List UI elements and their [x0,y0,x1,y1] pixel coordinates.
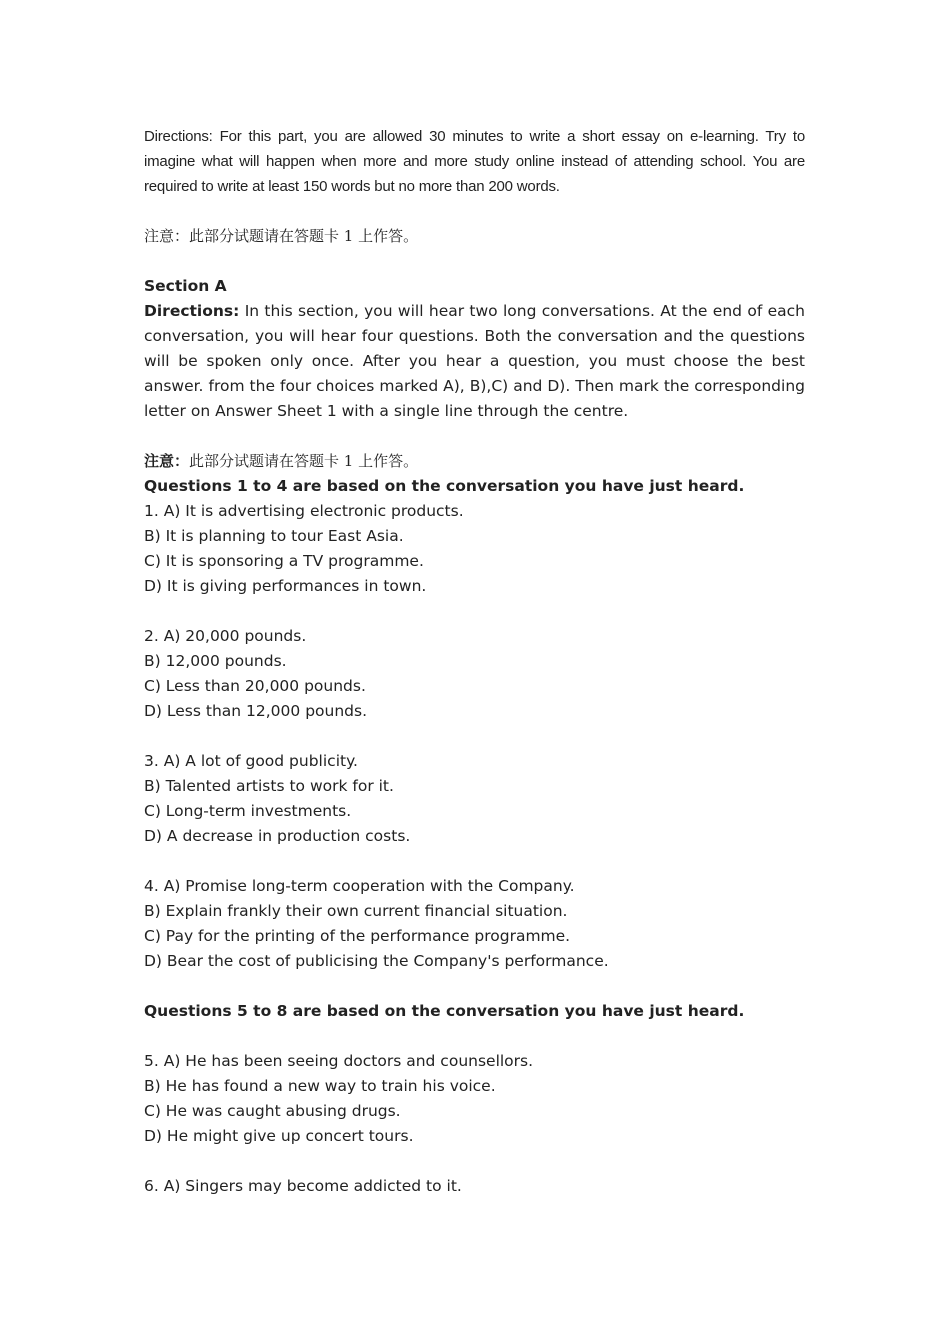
section-note-label: 注意： [144,452,190,470]
option-a: 4. A) Promise long-term cooperation with the Company. [144,877,575,895]
question-6 [144,1174,805,1199]
question-2 [144,624,805,724]
directions-label: Directions: [144,302,240,320]
document-page [144,124,805,1199]
option-d: D) A decrease in production costs. [144,827,411,845]
answer-sheet-note: 注意：此部分试题请在答题卡 1 上作答。 [144,227,419,245]
spacer [144,974,805,999]
option-b: B) 12,000 pounds. [144,652,287,670]
section-note-text: 此部分试题请在答题卡 1 上作答。 [189,452,419,470]
question-group-heading: Questions 1 to 4 are based on the conversation you have just heard. [144,477,745,495]
option-a: 3. A) A lot of good publicity. [144,752,358,770]
option-d: D) It is giving performances in town. [144,577,427,595]
option-b: B) Explain frankly their own current financial situation. [144,902,568,920]
question-group-heading: Questions 5 to 8 are based on the conversation you have just heard. [144,1002,745,1020]
section-directions [144,299,805,424]
option-a: 1. A) It is advertising electronic products. [144,502,464,520]
option-a: 5. A) He has been seeing doctors and counsellors. [144,1052,534,1070]
section-note [144,449,805,474]
question-3 [144,749,805,849]
writing-directions: Directions: For this part, you are allowed 30 minutes to write a short essay on e-learning. Try to imagine what will happen when more and more study online instead of attending school. You are required to write at least 150 words but no more than 200 words. [144,128,805,195]
option-c: C) Pay for the printing of the performance programme. [144,927,571,945]
spacer [144,1024,805,1049]
option-b: B) Talented artists to work for it. [144,777,394,795]
option-b: B) He has found a new way to train his voice. [144,1077,496,1095]
question-5 [144,1049,805,1149]
spacer [144,724,805,749]
option-d: D) Less than 12,000 pounds. [144,702,368,720]
spacer [144,599,805,624]
spacer [144,1149,805,1174]
option-c: C) It is sponsoring a TV programme. [144,552,424,570]
option-a: 2. A) 20,000 pounds. [144,627,307,645]
section-title: Section A [144,277,227,295]
option-c: C) Long-term investments. [144,802,352,820]
option-c: C) Less than 20,000 pounds. [144,677,366,695]
spacer [144,424,805,449]
spacer [144,199,805,224]
question-1 [144,499,805,599]
spacer [144,249,805,274]
option-c: C) He was caught abusing drugs. [144,1102,401,1120]
question-4 [144,874,805,974]
option-b: B) It is planning to tour East Asia. [144,527,404,545]
option-d: D) He might give up concert tours. [144,1127,414,1145]
spacer [144,849,805,874]
option-a: 6. A) Singers may become addicted to it. [144,1177,462,1195]
option-d: D) Bear the cost of publicising the Company's performance. [144,952,609,970]
directions-text: In this section, you will hear two long conversations. At the end of each conversation, you will hear four questions. Both the conversation and the questions will be spoken only once. After you hear a question, you must choose the best answer. from the four choices marked A), B),C) and D). Then mark the corresponding letter on Answer Sheet 1 with a single line through the centre. [144,302,805,420]
